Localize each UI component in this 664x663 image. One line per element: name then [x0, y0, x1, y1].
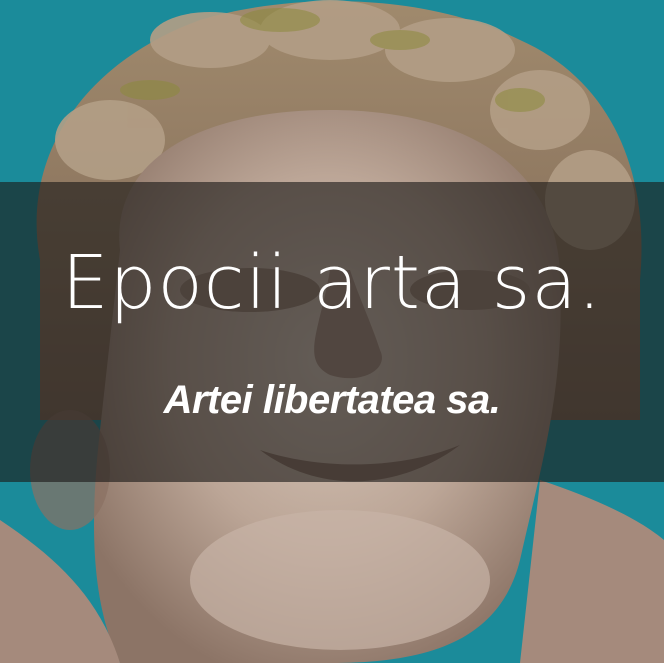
poster-title: Epocii arta sa. [61, 240, 603, 326]
text-overlay-band [0, 182, 664, 482]
poster-subtitle: Artei libertatea sa. [163, 378, 501, 422]
